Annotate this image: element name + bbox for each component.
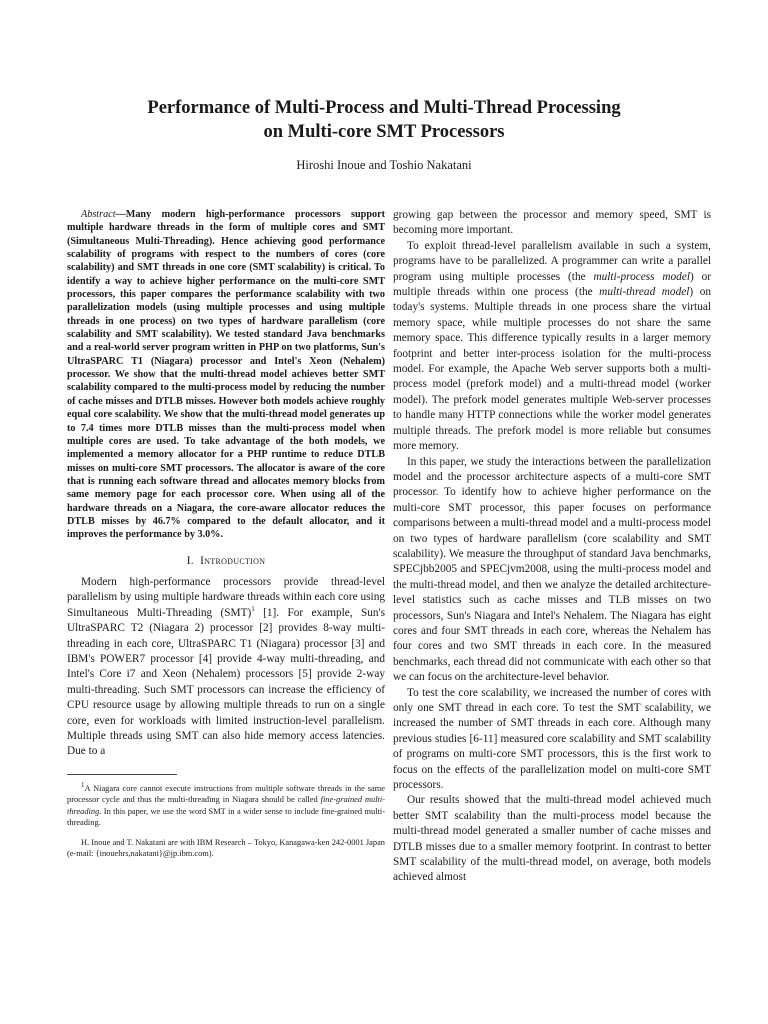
footnote-divider	[67, 774, 177, 775]
footnote-mark: 1	[81, 781, 85, 790]
author-affiliation: H. Inoue and T. Nakatani are with IBM Research – Tokyo, Kanagawa-ken 242-0001 Japan (e-mail: {inouehrs,nakatani}@jp.ibm.com).	[67, 837, 385, 858]
right-paragraph-5: Our results showed that the multi-thread model achieved much better SMT scalability than the multi-process model because the multi-thread model generated a smaller number of cache misses and DTLB misses due to a smaller memory footprint. In contrast to better SMT scalability of the multi-thread model, on average, both models achieved almost	[393, 794, 711, 884]
abstract-dash: —	[115, 209, 126, 220]
right-paragraph-3: In this paper, we study the interactions between the parallelization model and the processor architecture aspects of a multi-core SMT processor. To identify how to achieve higher performance on the multi-core SMT processor, this paper focuses on performance comparisons between a multi-thread model and a multi-process model on two types of hardware parallelism (core scalability and SMT scalability). We measure the throughput of standard Java benchmarks, SPECjbb2005 and SPECjvm2008, using the multi-process model and the multi-thread model, and then we analyze the detailed architecture-level statistics such as cache misses and TLB misses on two processors, Sun's Niagara and Intel's Nehalem. The Niagara has eight cores and four SMT threads in each core, whereas the Nehalem has four cores and two SMT threads in each core. In the measured benchmarks, each thread did not communicate with each other so that we can focus on the architecture-level behavior.	[393, 455, 711, 684]
section-title: Introduction	[200, 554, 266, 567]
title-line-2: on Multi-core SMT Processors	[263, 122, 505, 142]
abstract-label: Abstract	[81, 209, 116, 220]
intro-text-a: Modern high-performance processors provide thread-level parallelism by using multiple hardware threads within each core using Simultaneous Multi-Threading (SMT)	[67, 576, 385, 619]
paper-title	[40, 96, 728, 144]
intro-text-b: [1]. For example, Sun's UltraSPARC T2 (Niagara 2) processor [2] provides 8-way multi-threading in each core, UltraSPARC T1 (Niagara) processor [3] and IBM's POWER7 processor [4] provide 4-way multi-threading, and Intel's Core i7 and Xeon (Nehalem) processors [5] provide 2-way multi-threading. Such SMT processors can increase the efficiency of CPU resource usage by allowing multiple threads to run on a single core, even for workloads with limited instruction-level parallelism. Multiple threads using SMT can also hide memory access latencies. Due to a	[67, 606, 386, 758]
left-column	[67, 208, 385, 859]
right-paragraph-1: growing gap between the processor and memory speed, SMT is becoming more important.	[393, 209, 711, 237]
title-line-1: Performance of Multi-Process and Multi-Thread Processing	[147, 98, 621, 118]
footnote-emphasis: fine-grained multi-threading	[67, 795, 385, 816]
p2-text-b: ) or multiple threads within one process (the	[393, 270, 711, 299]
footnote-ref: 1	[251, 605, 255, 614]
right-paragraph-4: To test the core scalability, we increased the number of cores with only one SMT thread in each core. To test the SMT scalability, we increased the number of SMT threads in each core. Although many previous studies [6-11] measured core scalability and SMT scalability of programs on multi-core SMT processors, this is the first work to focus on the effects of the parallelization model on multi-core SMT processors.	[393, 686, 711, 792]
p2-emphasis-multi-process: multi-process model	[593, 270, 690, 283]
footnote-text-b: . In this paper, we use the word SMT in a wider sense to include fine-grained multi-threading.	[67, 806, 385, 828]
p2-text-c: ) on today's systems. Multiple threads in one process share the virtual memory space, while multiple processes do not share the same memory space. This difference typically results in a larger memory footprint and better inter-process isolation for the multi-process model. For example, the Apache Web server supports both a multi-process model (prefork model) and a multi-thread model (worker model). The prefork model generates multiple Web-server processes to handle many HTTP connections while the worker model generates multiple threads. The prefork model is more reliable but consumes more memory.	[393, 286, 711, 453]
footnote-1	[67, 783, 385, 829]
author-line: Hiroshi Inoue and Toshio Nakatani	[296, 158, 472, 172]
section-heading-introduction	[67, 554, 385, 569]
p2-emphasis-multi-thread: multi-thread model	[599, 286, 690, 299]
abstract-text: Many modern high-performance processors support multiple hardware threads in the form of multiple cores and SMT (Simultaneous Multi-Threading). Hence achieving good performance scalability of programs with respect to the numbers of cores (core scalability) and SMT threads in one core (SMT scalability) is critical. To identify a way to achieve higher performance on the multi-core SMT processors, this paper compares the performance scalability with two parallelization models (using multiple processes and using multiple threads in one process) on two types of hardware parallelism (core scalability and SMT scalability). We tested standard Java benchmarks and a real-world server program written in PHP on two platforms, Sun's UltraSPARC T1 (Niagara) processor and Intel's Xeon (Nehalem) processor. We show that the multi-thread model achieves better SMT scalability compared to the multi-process model by reducing the number of cache misses and DTLB misses. However both models achieve roughly equal core scalability. We show that the multi-thread model generates up to 7.4 times more DTLB misses than the multi-process model when multiple cores are used. To take advantage of the both models, we implemented a memory allocator for a PHP runtime to reduce DTLB misses on multi-core SMT processors. The allocator is aware of the core that is running each software thread and allocates memory blocks from same memory page for each processor core. When using all of the hardware threads on a Niagara, the core-aware allocator reduces the DTLB misses by 46.7% compared to the default allocator, and it improves the performance by 3.0%.	[67, 209, 385, 541]
abstract	[67, 208, 385, 542]
intro-paragraph-1	[67, 575, 385, 760]
section-number: I.	[186, 554, 194, 567]
right-column	[393, 208, 711, 886]
footnote-text-a: A Niagara core cannot execute instructions from multiple software threads in the same processor cycle and thus the multi-threading in Niagara should be called	[67, 783, 385, 805]
p2-text-a: To exploit thread-level parallelism available in such a system, programs have to be parallelized. A programmer can write a parallel program using multiple processes (the	[393, 239, 711, 283]
right-paragraph-2	[393, 239, 711, 455]
